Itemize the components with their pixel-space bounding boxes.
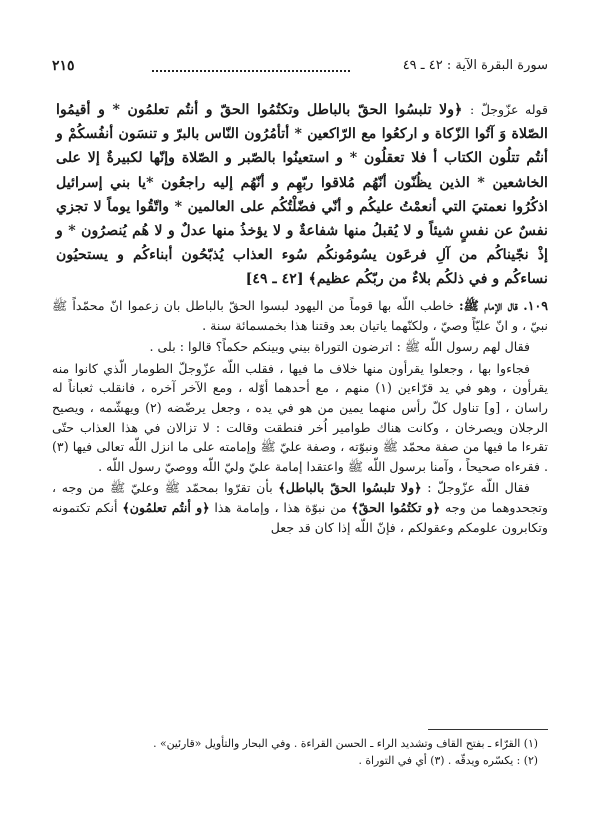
- paragraph-lead: فقال اللّه عزّوجلّ :: [427, 480, 530, 496]
- paragraph-text: أنكم تكتمونه وتكابرون علومكم وعقولكم ، فإنّ اللّه إذا كان قد جعل: [52, 499, 548, 535]
- footnote: (١) القرّاء ـ بفتح القاف وتشديد الراء ـ الحسن القراءة . وفي البحار والتأويل «قارئين» .: [153, 737, 538, 750]
- footnote: (٢) : يكسّره ويدقّه . (٣) أي في التوراة .: [358, 754, 538, 767]
- hadith-number: ١٠٩. قال الإمام ﷺ:: [459, 298, 548, 313]
- verse-text: ﴿ولا تلبسُوا الحقّ بالباطل وتكتُمُوا الحقّ و أنتُم تعلمُون * و أقيمُوا الصّلاة وَ آتُوا الزّكاة و اركعُوا مع الرّاكعين * أتأمُرُون النّاس بالبرّ و تنسَون أنفُسكُمْ و أنتُم تتلُون الكتاب أ فلا تعقلُون * و استعينُوا بالصّبر و الصّلاة وإنّها لكبيرةٌ إلا على الخاشعين * الذين يظُنّون أنّهُم مُلاقوا ربّهِم و أنّهُم إليه راجعُون *يا بني إسرائيل اذكُرُوا نعمتيَ التي أنعمْتُ عليكُم و أنّي فضّلْتُكُم على العالمين * واتّقُوا يوماً لا تجزي نفسٌ عن نفسٍ شيئاً و لا يُقبلُ منها شفاعةٌ و لا يؤخذُ منها عدلٌ و لا هُم يُنصرُون * و إذْ نجّيناكُم من آلِ فرعَون يسُومُونكُم سُوء العذاب يُذبّحُون أبناءكُم و يستحيُون نساءكُم و في ذلكُم بلاءٌ من ربّكُم عظيم﴾: [56, 102, 548, 288]
- paragraph-2: فقال لهم رسول اللّه ﷺ : اترضون التوراة بيني وبينكم حكماً؟ قالوا : بلى .: [149, 339, 530, 355]
- footnotes: [52, 735, 538, 769]
- running-title: سورة البقرة الآية : ٤٢ ـ ٤٩: [402, 58, 548, 73]
- paragraph-text: من نبوّة هذا ، وإمامة هذا: [214, 499, 347, 515]
- commentary-body: [52, 296, 548, 539]
- page-header: [52, 58, 548, 80]
- header-dotted-rule: [152, 70, 350, 72]
- paragraph-3: فجاءوا بها ، وجعلوا يقرأون منها خلاف ما فيها ، فقلب اللّه عزّوجلّ الطومار الّذي كانوا منه يقرأون ، وهو في يد قرّاءين (١) منهم ، مع أحدهما أوّله ، ومع الآخر آخره ، فانقلب ثعباناً له راسان ، [و] تناول كلّ رأس منهما يمين من هو في يده ، وجعل يرضّضه (٢) ويهشّمه ، ويصيح الرجلان ويصرخان ، وكانت هناك طوامير اُخر فنطقت وقالت : لا تزالان في هذا العذاب حتّى تقرءا ما فيها من صفة محمّد ﷺ ونبوّته ، وصفة عليّ ﷺ وإمامته على ما انزل اللّه تعالى فيها (٣) . فقرءاه صحيحاً ، وآمنا برسول اللّه ﷺ واعتقدا إمامة عليّ وليّ اللّه ووصيّ رسول اللّه .: [52, 360, 549, 474]
- verse-range: [٤٢ ـ ٤٩]: [245, 271, 304, 288]
- paragraph-4: [52, 478, 548, 537]
- page-number: ٢١٥: [52, 58, 75, 74]
- paragraph-text: بأن تقرّوا بمحمّد ﷺ وعليّ ﷺ من وجه ، وتجحدوهما من وجه: [52, 480, 548, 515]
- verse-intro: قوله عزّوجلّ :: [470, 102, 548, 117]
- paragraph-1: [52, 296, 548, 335]
- quoted-verse: ﴿و تكتُمُوا الحقّ﴾: [351, 499, 441, 515]
- quran-verses-block: [56, 98, 548, 292]
- paragraph-text: خاطب اللّه بها قوماً من اليهود لبسوا الحقّ بالباطل بان زعموا انّ محمّداً ﷺ نبيّ ، و انّ عليّاً وصيّ ، ولكنّهما ياتيان بعد وقتنا هذا بخمسمائة سنة .: [52, 298, 548, 333]
- quoted-verse: ﴿ولا تلبسُوا الحقّ بالباطل﴾: [278, 480, 422, 496]
- quoted-verse: ﴿و أنتُم تعلمُون﴾: [122, 499, 210, 515]
- footnote-separator: [428, 729, 548, 730]
